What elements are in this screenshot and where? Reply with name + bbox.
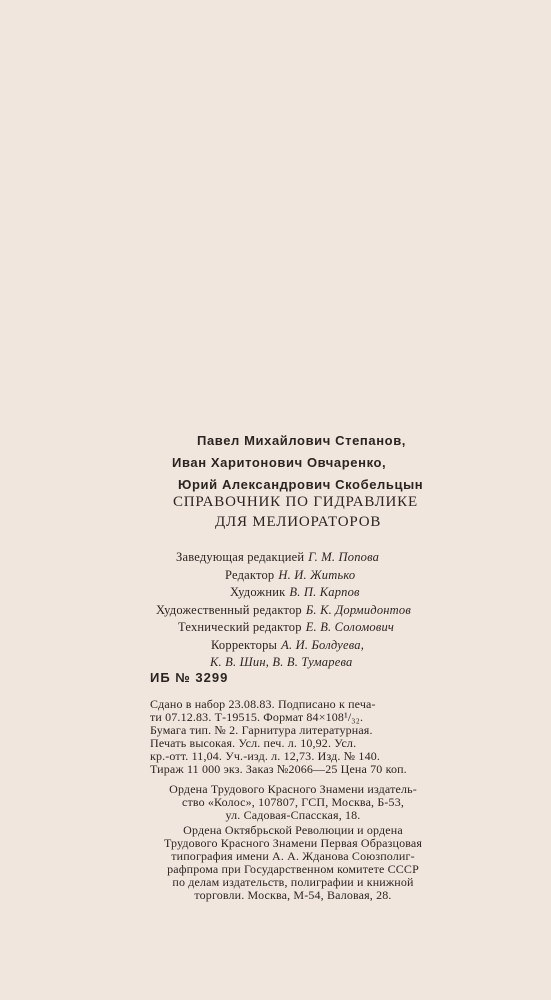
author-name: Иван Харитонович Овчаренко, bbox=[172, 455, 387, 470]
pubdata-line: Бумага тип. № 2. Гарнитура литературная. bbox=[150, 723, 373, 737]
book-title bbox=[160, 492, 460, 532]
pubdata-line: Тираж 11 000 экз. Заказ №2066—25 Цена 70 коп. bbox=[150, 762, 407, 776]
printer-line: Трудового Красного Знамени Первая Образцовая bbox=[163, 836, 423, 850]
publication-data bbox=[150, 698, 436, 776]
printer-line: рафпрома при Государственном комитете СССР bbox=[167, 862, 419, 876]
credit-role: Редактор bbox=[225, 567, 275, 582]
credit-line bbox=[176, 549, 470, 567]
ib-number: ИБ № 3299 bbox=[150, 670, 229, 685]
pubdata-line: Сдано в набор 23.08.83. Подписано к печа- bbox=[150, 697, 376, 711]
pubdata-line: кр.-отт. 11,04. Уч.-изд. л. 12,73. Изд. № 140. bbox=[150, 749, 381, 763]
credit-name: Г. М. Попова bbox=[308, 550, 380, 564]
title-line: ДЛЯ МЕЛИОРАТОРОВ bbox=[215, 514, 382, 530]
credit-role: Корректоры bbox=[211, 637, 278, 652]
pubdata-line: Печать высокая. Усл. печ. л. 10,92. Усл. bbox=[150, 736, 357, 750]
publisher-line: ство «Колос», 107807, ГСП, Москва, Б-53, bbox=[181, 795, 404, 809]
credit-line bbox=[230, 584, 470, 602]
credit-role: Технический редактор bbox=[178, 620, 302, 634]
credit-line bbox=[156, 602, 470, 620]
credit-line bbox=[210, 654, 470, 672]
credit-line bbox=[225, 567, 470, 585]
author-list bbox=[150, 430, 450, 496]
credit-line bbox=[178, 619, 470, 637]
credit-name: К. В. Шин, В. В. Тумарева bbox=[210, 655, 353, 669]
publisher-line: Ордена Трудового Красного Знамени издатель- bbox=[169, 782, 417, 796]
title-line: СПРАВОЧНИК ПО ГИДРАВЛИКЕ bbox=[173, 494, 418, 510]
author-name: Павел Михайлович Степанов, bbox=[197, 433, 407, 448]
credit-name: Н. И. Житько bbox=[278, 567, 356, 582]
printer-line: по делам издательств, полиграфии и книжной bbox=[172, 875, 414, 889]
credit-name: Е. В. Соломович bbox=[305, 620, 395, 634]
credit-role: Заведующая редакцией bbox=[176, 550, 305, 564]
printer-line: Ордена Октябрьской Революции и ордена bbox=[183, 823, 403, 837]
printer-line: типография имени А. А. Жданова Союзполиг- bbox=[171, 849, 415, 863]
publisher-line: ул. Садовая-Спасская, 18. bbox=[225, 808, 361, 822]
printer-line: торговли. Москва, М-54, Валовая, 28. bbox=[194, 888, 392, 902]
credit-role: Художественный редактор bbox=[156, 602, 302, 617]
credit-name: Б. К. Дормидонтов bbox=[305, 602, 411, 617]
credit-role: Художник bbox=[230, 585, 286, 599]
credit-name: В. П. Карпов bbox=[289, 585, 360, 599]
credit-name: А. И. Болдуева, bbox=[281, 637, 365, 652]
pubdata-line: ти 07.12.83. Т-19515. Формат 84×108¹/₃₂. bbox=[150, 710, 364, 724]
author-name: Юрий Александрович Скобельцын bbox=[178, 477, 424, 492]
credits-list bbox=[150, 549, 470, 672]
printer-info bbox=[150, 824, 436, 902]
credit-line bbox=[211, 637, 470, 655]
publisher-info bbox=[150, 783, 436, 822]
